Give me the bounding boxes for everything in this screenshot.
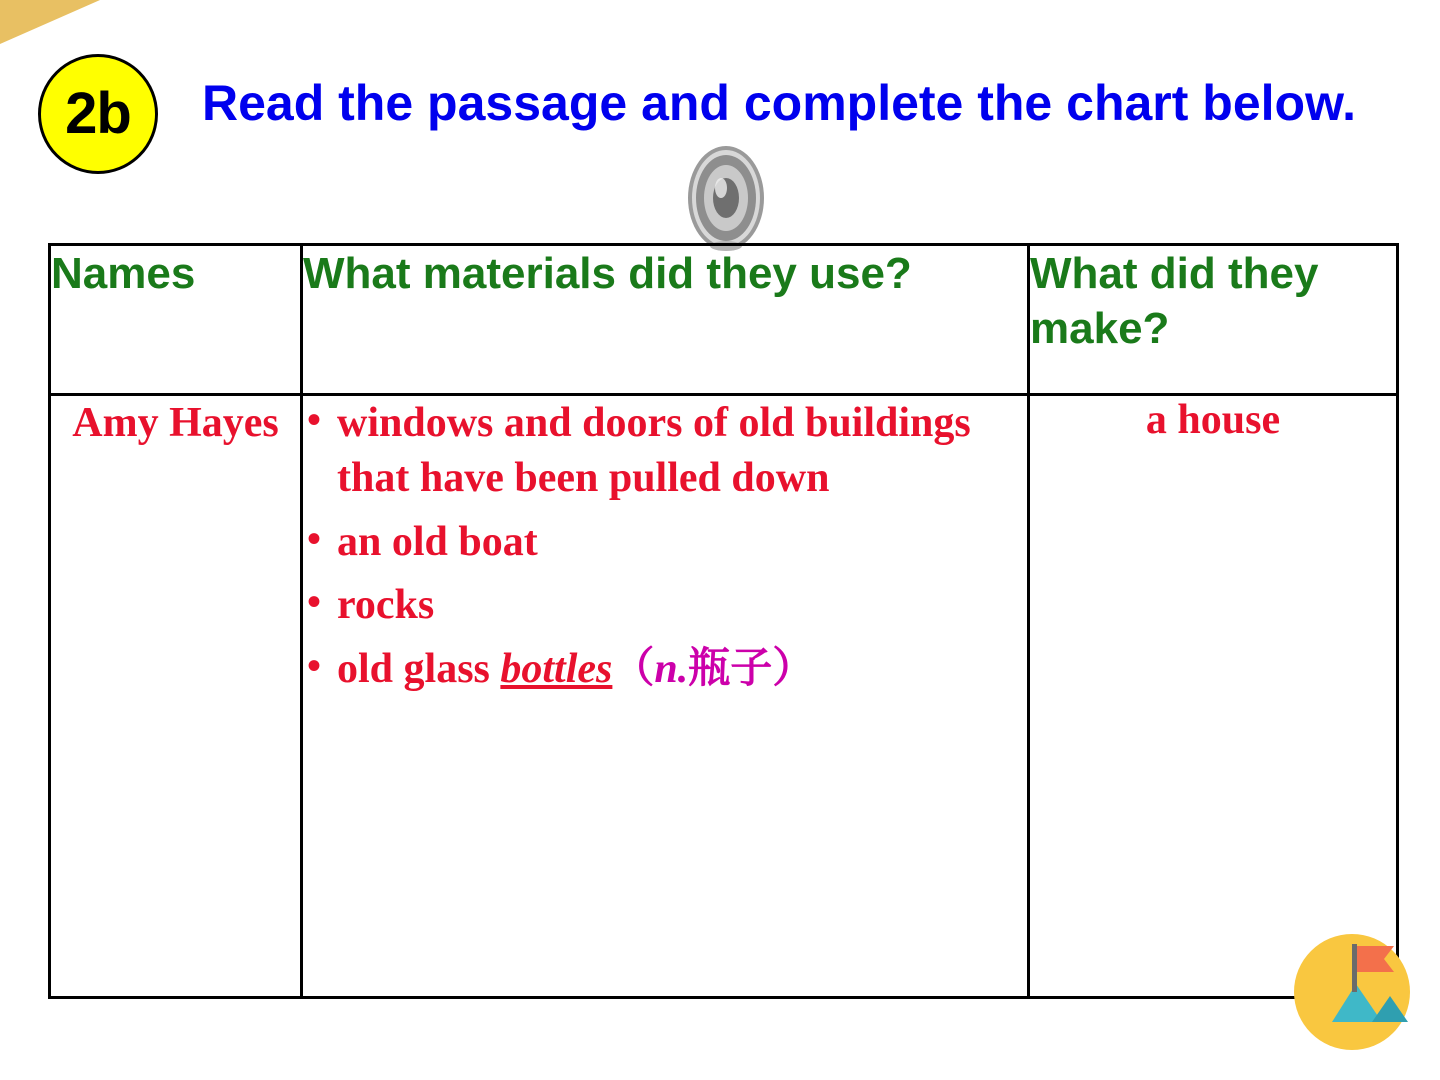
bottles-gloss [612, 646, 814, 692]
list-item: • rocks [303, 578, 1027, 633]
table-header-row [50, 245, 1398, 395]
activity-badge [38, 54, 158, 174]
column-header-materials: What materials did they use? [302, 245, 1029, 395]
speaker-icon[interactable] [679, 144, 774, 252]
gloss-pos: n. [654, 645, 689, 692]
cell-materials [302, 395, 1029, 998]
cell-name-amy-hayes: Amy Hayes [50, 395, 302, 998]
corner-decoration [0, 0, 100, 44]
instruction-text: Read the passage and complete the chart below. [202, 75, 1357, 131]
list-item: • an old boat [303, 515, 1027, 570]
bottles-prefix: old glass [337, 645, 501, 692]
materials-chart-table [48, 243, 1399, 999]
materials-list [303, 396, 1027, 697]
activity-badge-label: 2b [65, 81, 131, 146]
gloss-open: （ [612, 645, 655, 692]
header [34, 46, 1420, 216]
table-row [50, 395, 1398, 998]
list-item-bottles [303, 642, 1027, 697]
column-header-make: What did they make? [1029, 245, 1398, 395]
mountain-flag-logo [1286, 926, 1418, 1058]
list-item: • windows and doors of old buildings that have been pulled down [303, 396, 1027, 507]
column-header-names: Names [50, 245, 302, 395]
bottles-word: bottles [500, 645, 613, 692]
cell-made: a house [1029, 395, 1398, 998]
gloss-close: ） [772, 645, 815, 692]
gloss-chinese: 瓶子 [688, 645, 773, 692]
